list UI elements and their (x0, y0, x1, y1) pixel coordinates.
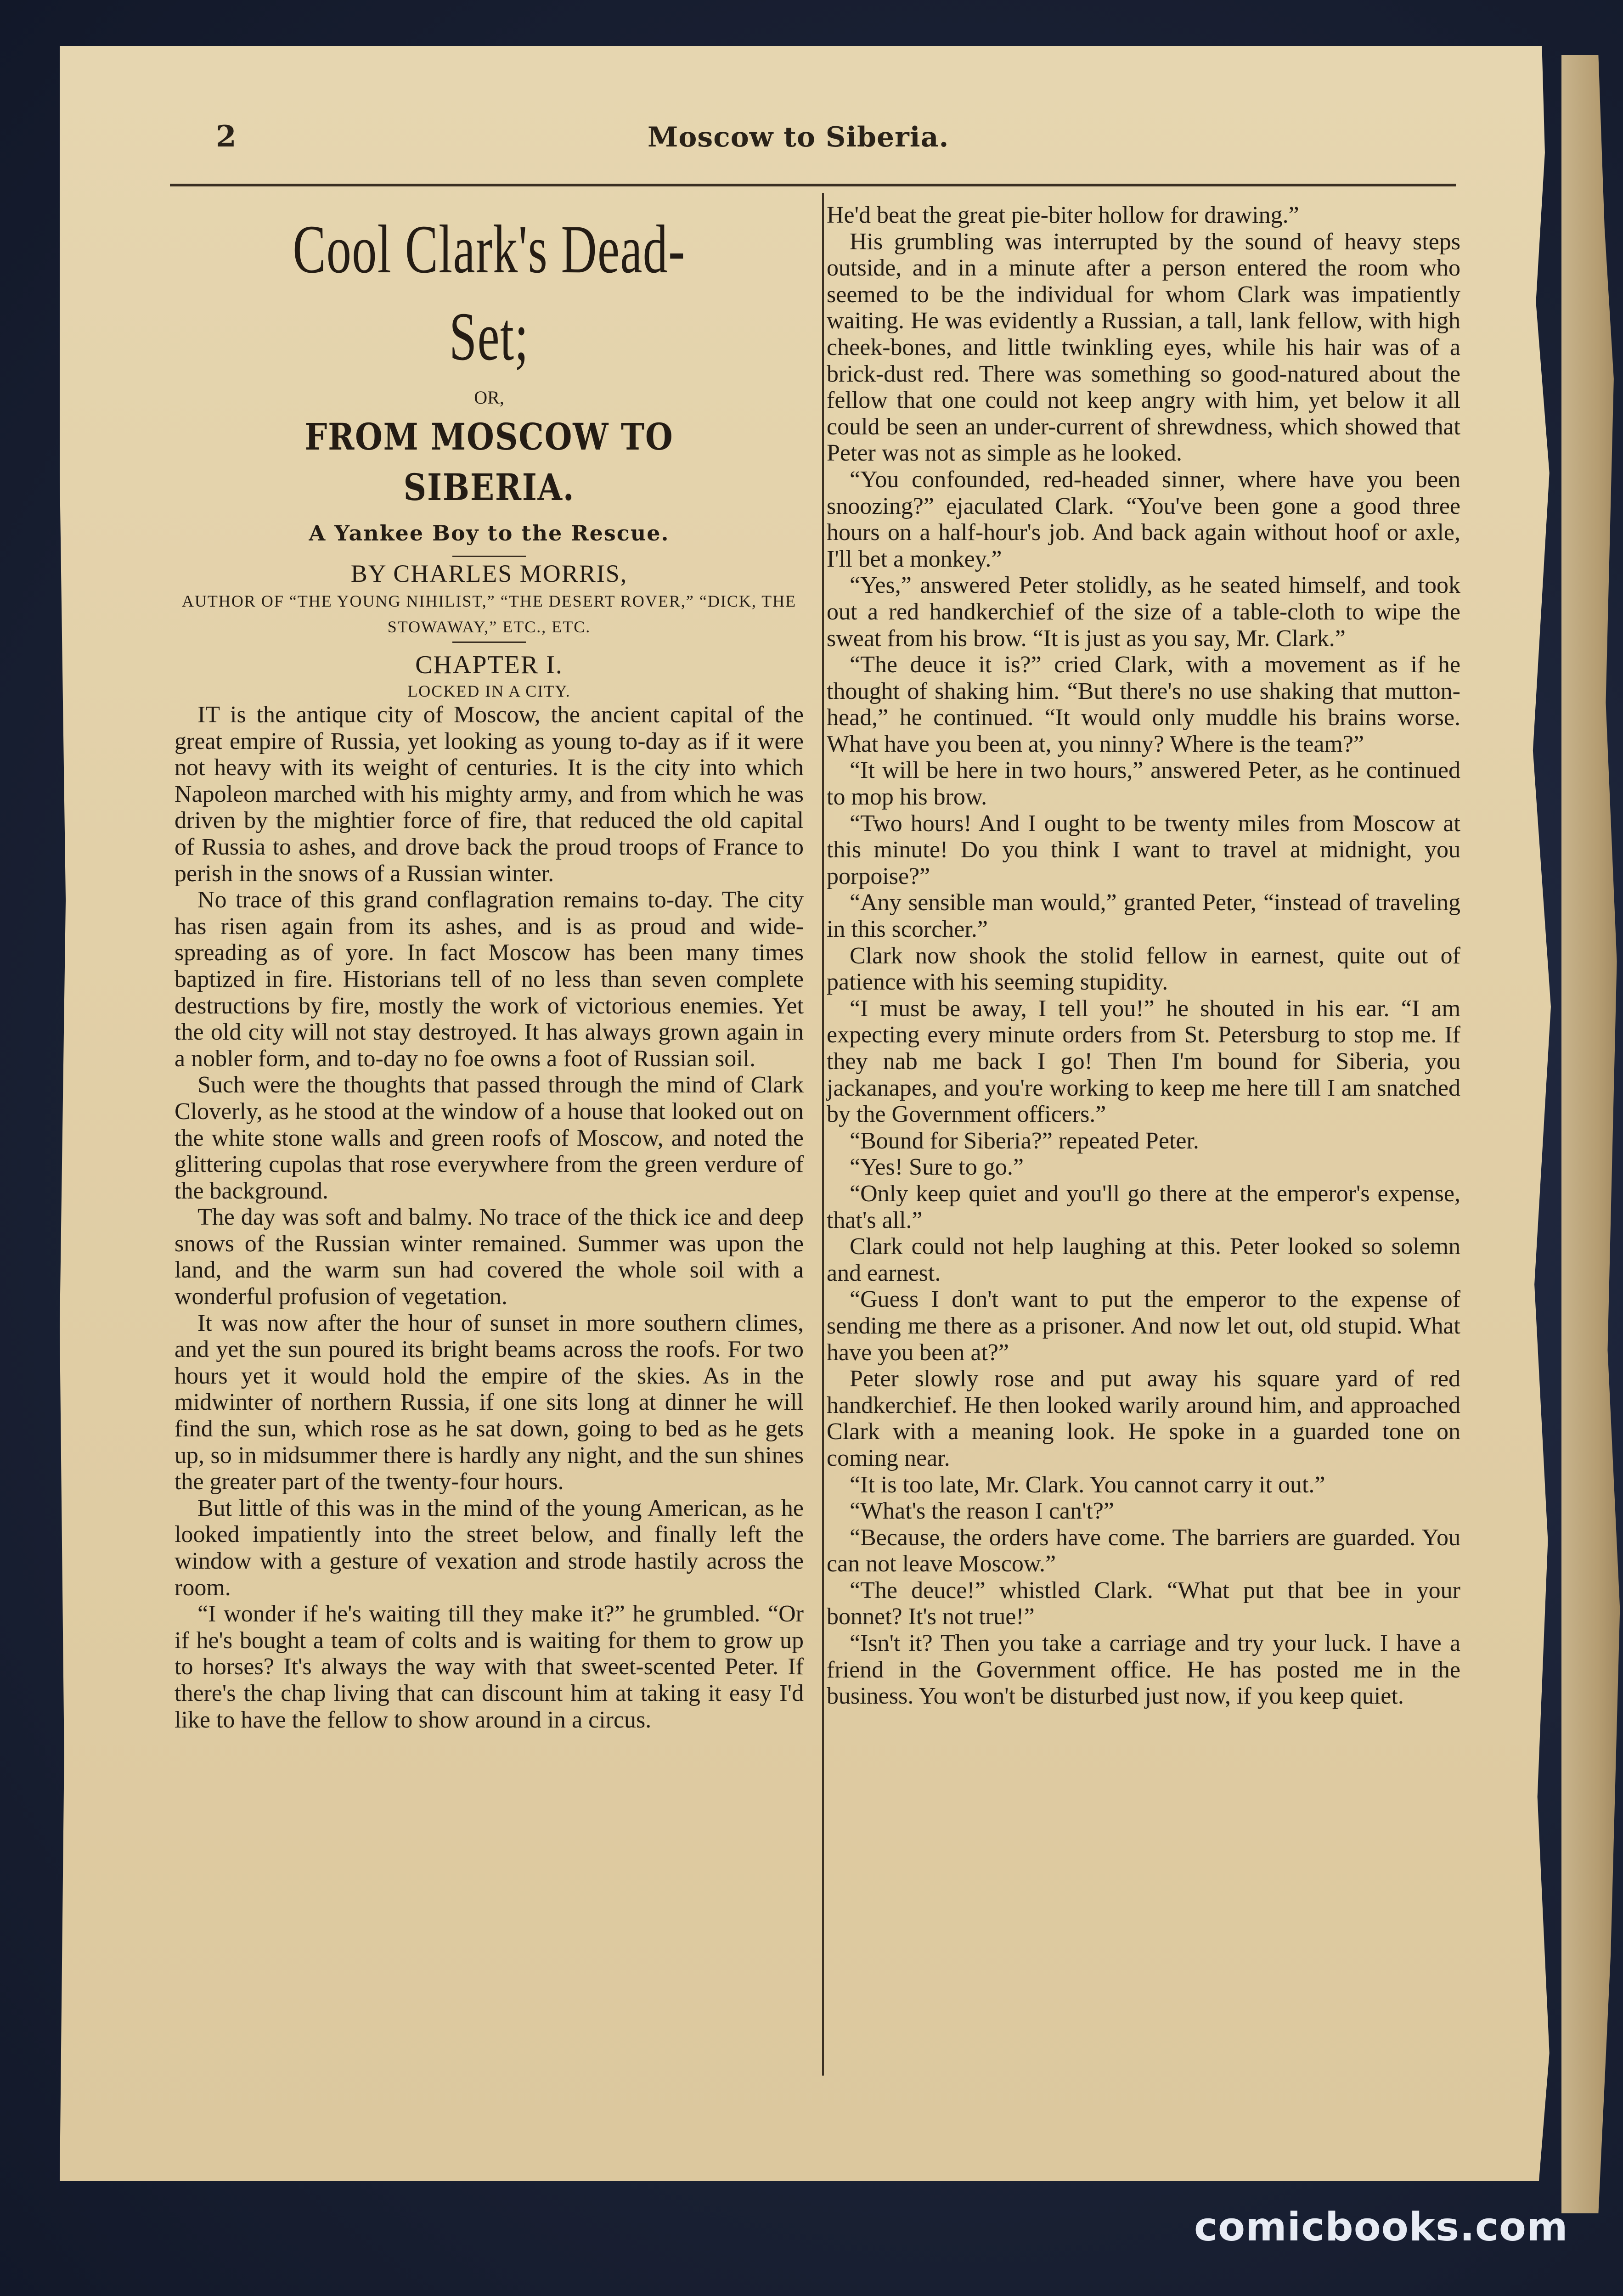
page-header (152, 119, 1483, 174)
paragraph: Peter slowly rose and put away his square yard of red handkerchief. He then looked warily around him, and approached Clark with a meaning look. He spoke in a guarded tone on coming near. (827, 1366, 1460, 1471)
paragraph: He'd beat the great pie-biter hollow for drawing.” (827, 202, 1299, 228)
watermark-text: comicbooks.com (1194, 2204, 1568, 2250)
subtitle: A Yankee Boy to the Rescue. (309, 521, 670, 546)
alternate-title: FROM MOSCOW TO SIBERIA. (304, 415, 674, 509)
paragraph: “I wonder if he's waiting till they make it?” he grumbled. “Or if he's bought a team of colts and is waiting for them to grow up to horses? It's always the way with that sweet-scented Peter. If there's the chap living that can discount him at taking it easy I'd like to have the fellow to show around in a circus. (175, 1601, 804, 1733)
paragraph: “It will be here in two hours,” answered Peter, as he continued to mop his brow. (827, 757, 1460, 810)
paragraph: “Any sensible man would,” granted Peter, “instead of traveling in this scorcher.” (827, 889, 1460, 943)
paragraph: IT is the antique city of Moscow, the ancient capital of the great empire of Russia, yet looking as young to-day as if it were not heavy with its weight of centuries. It is the city into which Napoleon marched with his mighty army, and from which he was driven by the mightier force of fire, that reduced the old capital of Russia to ashes, and drove back the proud troops of France to perish in the snows of a Russian winter. (175, 702, 804, 887)
paragraph: “I must be away, I tell you!” he shouted in his ear. “I am expecting every minute orders from St. Petersburg to stop me. If they nab me back I go! Then I'm bound for Siberia, you jackanapes, and you're working to keep me here till I am snatched by the Government officers.” (827, 995, 1460, 1128)
running-head: Moscow to Siberia. (648, 121, 949, 153)
page-number: 2 (216, 119, 237, 154)
paragraph: “Bound for Siberia?” repeated Peter. (850, 1127, 1199, 1154)
byline: BY CHARLES MORRIS, (350, 560, 628, 587)
story-title: Cool Clark's Dead-Set; (293, 211, 686, 375)
paragraph: It was now after the hour of sunset in more southern climes, and yet the sun poured its bright beams across the roofs. For two hours yet it would hold the empire of the skies. As in the midwinter of northern Russia, if one sits long at dinner he will find the sun, which rose as he sat down, going to bed as he gets up, so in midsummer there is hardly any night, and the sun shines the greater part of the twenty-four hours. (175, 1310, 804, 1495)
paragraph: “You confounded, red-headed sinner, where have you been snoozing?” ejaculated Clark. “You've been gone a good three hours on a half-hour's job. And back again without hoof or axle, I'll bet a monkey.” (827, 466, 1460, 572)
paragraph: Clark now shook the stolid fellow in earnest, quite out of patience with his seeming stupidity. (827, 942, 1460, 996)
paragraph: “Yes,” answered Peter stolidly, as he seated himself, and took out a red handkerchief of the size of a table-cloth to wipe the sweat from his brow. “It is just as you say, Mr. Clark.” (827, 572, 1460, 652)
short-rule (452, 642, 526, 643)
left-column (175, 202, 804, 1733)
paragraph: Such were the thoughts that passed through the mind of Clark Cloverly, as he stood at the window of a house that looked out on the white stone walls and green roofs of Moscow, and noted the glittering cupolas that rose everywhere from the green verdure of the background. (175, 1072, 804, 1204)
paragraph: But little of this was in the mind of the young American, as he looked impatiently into the street below, and finally left the window with a gesture of vexation and strode hastily across the room. (175, 1495, 804, 1601)
chapter-number: CHAPTER I. (415, 651, 563, 679)
paragraph: “It is too late, Mr. Clark. You cannot carry it out.” (850, 1471, 1325, 1498)
or-text: OR, (474, 387, 504, 408)
paragraph: “The deuce it is?” cried Clark, with a movement as if he thought of shaking him. “But there's no use shaking that mutton-head,” he continued. “It would only muddle his brains worse. What have you been at, you ninny? Where is the team?” (827, 652, 1460, 757)
title-block (175, 206, 804, 702)
paragraph: “Guess I don't want to put the emperor to the expense of sending me there as a prisoner. And now let out, old stupid. What have you been at?” (827, 1286, 1460, 1366)
paragraph: “The deuce!” whistled Clark. “What put that bee in your bonnet? It's not true!” (827, 1577, 1460, 1630)
paragraph: His grumbling was interrupted by the sound of heavy steps outside, and in a minute after a person entered the room who seemed to be the individual for whom Clark was impatiently waiting. He was evidently a Russian, a tall, lank fellow, with high cheek-bones, and little twinkling eyes, while his hair was of a brick-dust red. There was something so good-natured about the fellow that one could not keep angry with him, yet below it all could be seen an under-current of shrewdness, which showed that Peter was not as simple as he looked. (827, 228, 1460, 467)
short-rule (452, 556, 526, 557)
paragraph: No trace of this grand conflagration remains to-day. The city has risen again from its ashes, and is as proud and wide-spreading as of yore. In fact Moscow has been many times baptized in fire. Historians tell of no less than seven complete destructions by fire, mostly the work of victorious enemies. Yet the old city will not stay destroyed. It has always grown again in a nobler form, and to-day no foe owns a foot of Russian soil. (175, 887, 804, 1072)
paragraph: The day was soft and balmy. No trace of the thick ice and deep snows of the Russian winter remained. Summer was upon the land, and the warm sun had covered the whole soil with a wonderful profusion of vegetation. (175, 1204, 804, 1310)
chapter-title: LOCKED IN A CITY. (407, 682, 571, 700)
paragraph: “Two hours! And I ought to be twenty miles from Moscow at this minute! Do you think I want to travel at midnight, you porpoise?” (827, 810, 1460, 889)
author-credits: AUTHOR OF “THE YOUNG NIHILIST,” “THE DESERT ROVER,” “DICK, THE STOWAWAY,” ETC., ETC. (181, 592, 797, 636)
paragraph: “Isn't it? Then you take a carriage and try your luck. I have a friend in the Government office. He has posted me in the business. You won't be disturbed just now, if you keep quiet. (827, 1630, 1460, 1710)
column-divider (822, 193, 824, 2076)
paragraph: “Yes! Sure to go.” (850, 1154, 1024, 1181)
paragraph: “Only keep quiet and you'll go there at the emperor's expense, that's all.” (827, 1180, 1460, 1233)
paragraph: “Because, the orders have come. The barriers are guarded. You can not leave Moscow.” (827, 1524, 1460, 1577)
paragraph: Clark could not help laughing at this. Peter looked so solemn and earnest. (827, 1233, 1460, 1286)
right-column (827, 202, 1460, 1710)
paragraph: “What's the reason I can't?” (850, 1498, 1114, 1525)
header-rule (170, 184, 1456, 186)
